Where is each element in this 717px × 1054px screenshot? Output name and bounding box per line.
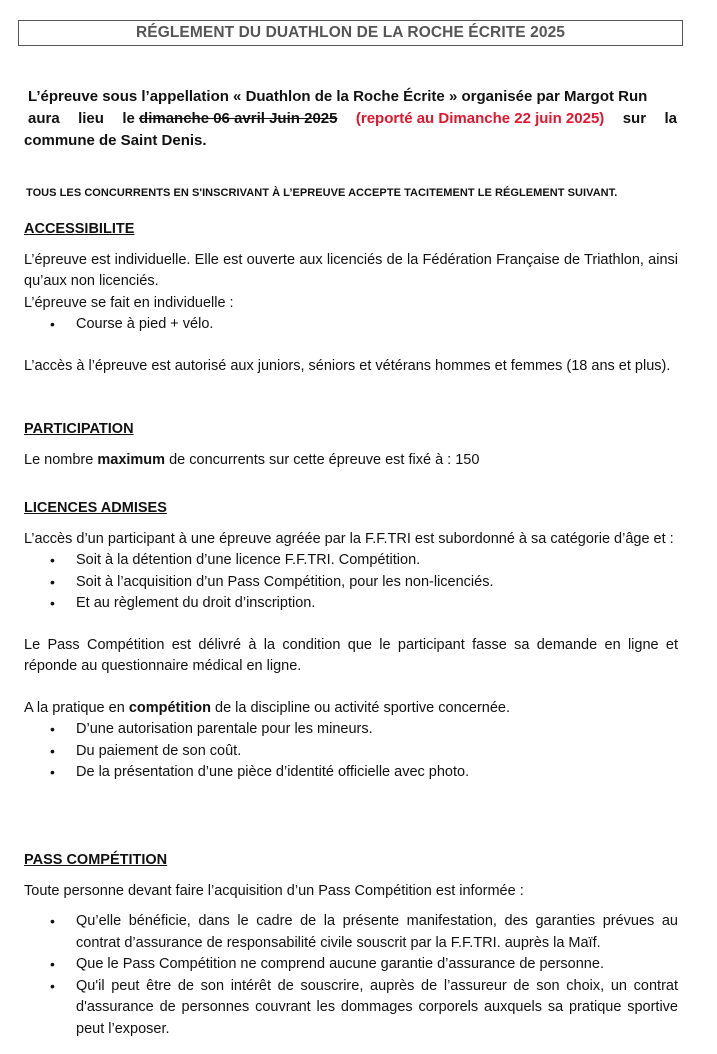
bullet-icon: • bbox=[50, 721, 55, 737]
section-heading: PARTICIPATION bbox=[24, 421, 134, 437]
intro-word: lieu bbox=[78, 110, 104, 127]
bullet-icon: • bbox=[50, 552, 55, 568]
paragraph: L’épreuve se fait en individuelle : bbox=[24, 294, 234, 311]
list-item-text: D’une autorisation parentale pour les mineurs. bbox=[76, 721, 373, 737]
postponed-date: (reporté au Dimanche 22 juin 2025) bbox=[355, 110, 605, 127]
section-licences bbox=[24, 498, 678, 784]
intro-date-group bbox=[122, 108, 337, 130]
list-item-text: Du paiement de son coût. bbox=[76, 742, 242, 759]
intro-word: sur bbox=[622, 110, 647, 127]
section-heading: PASS COMPÉTITION bbox=[24, 852, 168, 868]
list-item bbox=[24, 976, 678, 1041]
list-item-text: De la présentation d’une pièce d’identité officielle avec photo. bbox=[76, 764, 470, 780]
bullet-list bbox=[24, 314, 678, 336]
bullet-icon: • bbox=[50, 977, 55, 994]
bullet-icon: • bbox=[50, 316, 55, 332]
list-item-text: Soit à la détention d’une licence F.F.TRI. Compétition. bbox=[76, 552, 421, 568]
list-item bbox=[24, 550, 678, 572]
list-item bbox=[24, 954, 678, 976]
intro-line-3: commune de Saint Denis. bbox=[24, 132, 207, 149]
list-item-text: Qu’elle bénéficie, dans le cadre de la présente manifestation, des garanties prévues au contrat d’assurance de responsabilité civile souscrit par la F.F.TRI. auprès la Maïf. bbox=[76, 913, 678, 951]
list-item bbox=[24, 593, 678, 615]
intro-word: le bbox=[122, 110, 135, 127]
list-item bbox=[24, 911, 678, 954]
list-item-text: Soit à l’acquisition d’un Pass Compétition, pour les non-licenciés. bbox=[76, 573, 494, 590]
page-title: RÉGLEMENT DU DUATHLON DE LA ROCHE ÉCRITE 2025 bbox=[18, 20, 683, 46]
intro-line-2 bbox=[24, 108, 677, 130]
section-pass-competition bbox=[24, 850, 678, 1040]
paragraph: L’accès d’un participant à une épreuve agréée par la F.F.TRI est subordonné à sa catégorie d’âge et : bbox=[24, 530, 674, 547]
list-item bbox=[24, 314, 678, 336]
intro-line-1: L’épreuve sous l’appellation « Duathlon de la Roche Écrite » organisée par Margot Run bbox=[28, 88, 648, 105]
paragraph: L’accès à l’épreuve est autorisé aux juniors, séniors et vétérans hommes et femmes (18 ans et plus). bbox=[24, 357, 671, 374]
paragraph: A la pratique en compétition de la discipline ou activité sportive concernée. bbox=[24, 699, 511, 716]
bullet-icon: • bbox=[50, 595, 55, 611]
list-item bbox=[24, 572, 678, 594]
list-item-text: Qu'il peut être de son intérêt de souscrire, auprès de l’assureur de son choix, un contrat d'assurance de personnes couvrant les dommages corporels auxquels sa pratique sportive peut l’exposer. bbox=[76, 977, 678, 1037]
paragraph: Le Pass Compétition est délivré à la condition que le participant fasse sa demande en ligne et réponde au questionnaire médical en ligne. bbox=[24, 636, 678, 674]
list-item bbox=[24, 719, 678, 741]
intro-word: la bbox=[664, 110, 677, 127]
list-item-text: Que le Pass Compétition ne comprend aucune garantie d’assurance de personne. bbox=[76, 956, 604, 972]
bullet-list bbox=[24, 719, 678, 784]
list-item-text: Course à pied + vélo. bbox=[76, 316, 214, 332]
bullet-icon: • bbox=[50, 764, 55, 780]
paragraph: L’épreuve est individuelle. Elle est ouverte aux licenciés de la Fédération Française de Triathlon, ainsi qu’aux non licenciés. bbox=[24, 251, 678, 289]
intro-word: aura bbox=[28, 110, 60, 127]
paragraph: Toute personne devant faire l’acquisition d’un Pass Compétition est informée : bbox=[24, 882, 524, 899]
list-item bbox=[24, 762, 678, 784]
list-item bbox=[24, 741, 678, 763]
paragraph: Le nombre maximum de concurrents sur cette épreuve est fixé à : 150 bbox=[24, 451, 480, 468]
bullet-list bbox=[24, 911, 678, 1040]
bullet-icon: • bbox=[50, 742, 55, 759]
section-heading: LICENCES ADMISES bbox=[24, 500, 167, 516]
intro-paragraph bbox=[24, 86, 677, 152]
bullet-list bbox=[24, 550, 678, 615]
section-participation bbox=[24, 419, 678, 471]
list-item-text: Et au règlement du droit d’inscription. bbox=[76, 595, 316, 611]
bullet-icon: • bbox=[50, 573, 55, 590]
struck-date: dimanche 06 avril Juin 2025 bbox=[139, 110, 338, 127]
bullet-icon: • bbox=[50, 913, 55, 929]
bullet-icon: • bbox=[50, 956, 55, 972]
section-accessibilite bbox=[24, 219, 678, 377]
acceptance-notice: TOUS LES CONCURRENTS EN S'INSCRIVANT À L’EPREUVE ACCEPTE TACITEMENT LE RÉGLEMENT SUIVANT. bbox=[26, 187, 618, 199]
section-heading: ACCESSIBILITE bbox=[24, 221, 135, 237]
